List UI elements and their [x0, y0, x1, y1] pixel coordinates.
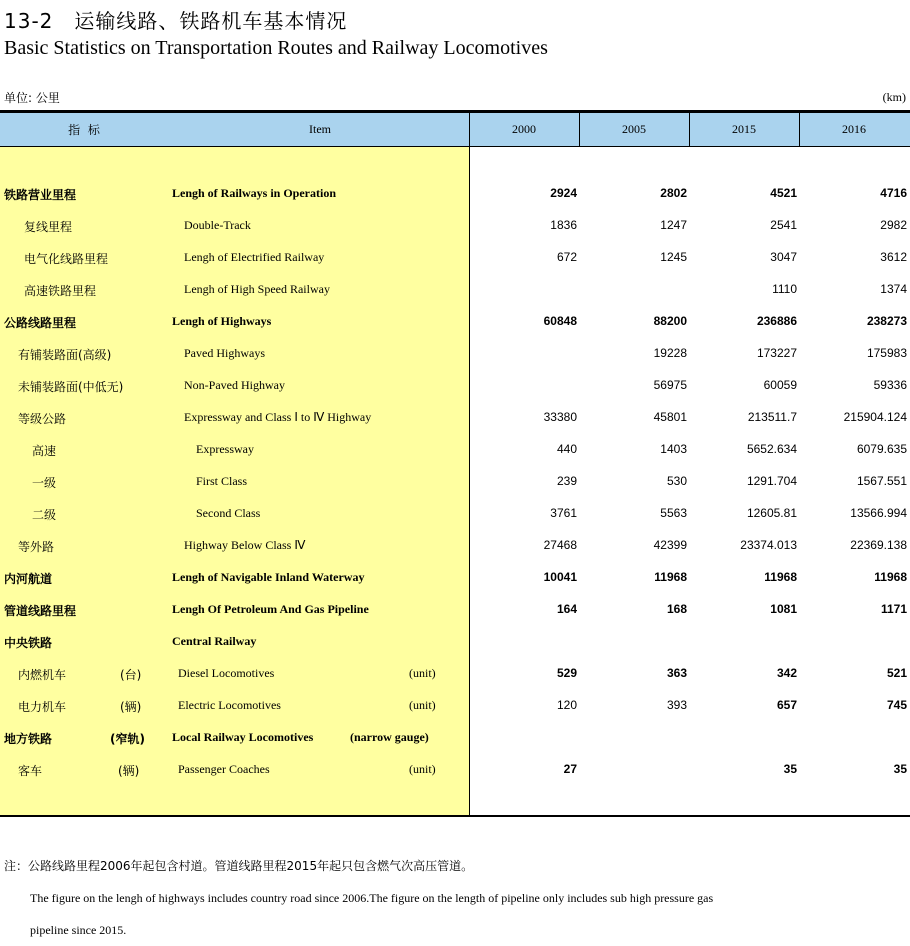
table-title-en: Basic Statistics on Transportation Routes and Railway Locomotives [4, 37, 548, 59]
value-cell-2015: 3047 [770, 250, 797, 264]
value-cell-2000: 440 [556, 442, 577, 456]
value-cell-2000: 33380 [543, 410, 577, 424]
value-cell-2000: 529 [556, 666, 577, 680]
value-cell-2016: 11968 [874, 570, 907, 584]
table-row [0, 730, 910, 762]
value-cell-2015: 213511.7 [747, 410, 797, 424]
value-cell-2005: 363 [666, 666, 687, 680]
row-label-en: Lengh Of Petroleum And Gas Pipeline [172, 602, 369, 616]
value-cell-2000: 672 [556, 250, 577, 264]
value-cell-2015: 35 [783, 762, 797, 776]
table-row [0, 410, 910, 442]
row-label-en: Expressway and Class Ⅰ to Ⅳ Highway [184, 410, 372, 424]
row-label-en: First Class [196, 474, 248, 488]
table-row [0, 762, 910, 794]
table-row [0, 666, 910, 698]
row-label-cn: 等外路 [18, 540, 55, 554]
row-unit-cn: (台) [120, 668, 142, 682]
value-cell-2016: 1171 [880, 602, 907, 616]
header-divider [579, 113, 580, 147]
value-cell-2005: 1245 [660, 250, 687, 264]
value-cell-2015: 657 [776, 698, 797, 712]
value-cell-2005: 1403 [660, 442, 687, 456]
value-cell-2000: 1836 [550, 218, 577, 232]
value-cell-2005: 42399 [653, 538, 687, 552]
unit-label-cn: 单位: 公里 [4, 91, 60, 105]
row-unit-en: (unit) [409, 698, 436, 712]
value-cell-2016: 238273 [866, 314, 907, 328]
row-label-en: Local Railway Locomotives [172, 730, 314, 744]
value-cell-2005: 11968 [654, 570, 687, 584]
row-label-en: Lengh of Highways [172, 314, 272, 328]
header-divider [799, 113, 800, 147]
row-label-cn: 一级 [32, 476, 57, 490]
row-label-en: Diesel Locomotives [178, 666, 275, 680]
header-year-2016: 2016 [842, 122, 866, 136]
value-cell-2016: 175983 [866, 346, 907, 360]
table-row [0, 186, 910, 218]
row-label-en: Paved Highways [184, 346, 265, 360]
footnote-en-line2: pipeline since 2015. [30, 923, 127, 937]
value-cell-2000: 60848 [543, 314, 577, 328]
row-label-en: Second Class [196, 506, 261, 520]
row-label-en: Expressway [196, 442, 254, 456]
header-indicator: 指 标 [68, 123, 102, 137]
value-cell-2015: 236886 [756, 314, 797, 328]
row-label-en: Lengh of High Speed Railway [184, 282, 330, 296]
value-cell-2016: 13566.994 [850, 506, 907, 520]
value-cell-2016: 22369.138 [850, 538, 907, 552]
table-row [0, 282, 910, 314]
value-cell-2016: 2982 [880, 218, 907, 232]
value-cell-2015: 11968 [764, 570, 797, 584]
row-label-cn: 高速 [32, 444, 57, 458]
value-cell-2005: 5563 [660, 506, 687, 520]
table-row [0, 602, 910, 634]
value-cell-2000: 239 [556, 474, 577, 488]
header-year-2005: 2005 [622, 122, 646, 136]
row-label-cn: 未铺装路面(中低无) [18, 380, 124, 394]
row-unit-en: (unit) [409, 666, 436, 680]
footnote-en-line1: The figure on the lengh of highways includes country road since 2006.The figure on the length of pipeline only includes sub high pressure gas [30, 891, 714, 905]
value-cell-2005: 168 [666, 602, 687, 616]
value-cell-2016: 521 [886, 666, 907, 680]
value-cell-2005: 2802 [660, 186, 687, 200]
row-label-cn: 公路线路里程 [4, 316, 77, 330]
value-cell-2005: 530 [666, 474, 687, 488]
row-label-cn: 地方铁路 [4, 732, 53, 746]
value-cell-2000: 164 [556, 602, 577, 616]
value-cell-2016: 215904.124 [843, 410, 907, 424]
row-unit-cn: (辆) [118, 764, 140, 778]
value-cell-2000: 27 [563, 762, 577, 776]
row-unit-en: (narrow gauge) [350, 730, 429, 744]
header-year-2000: 2000 [512, 122, 536, 136]
table-row [0, 506, 910, 538]
table-row [0, 538, 910, 570]
row-label-en: Lengh of Navigable Inland Waterway [172, 570, 365, 584]
row-unit-cn: (窄轨) [110, 732, 145, 746]
value-cell-2016: 1374 [880, 282, 907, 296]
row-label-en: Highway Below Class Ⅳ [184, 538, 306, 552]
value-cell-2000: 120 [556, 698, 577, 712]
table-title-cn: 13-2 运输线路、铁路机车基本情况 [4, 9, 348, 33]
row-label-en: Non-Paved Highway [184, 378, 285, 392]
row-label-en: Lengh of Electrified Railway [184, 250, 325, 264]
table-row [0, 474, 910, 506]
row-label-cn: 铁路营业里程 [4, 188, 77, 202]
table-row [0, 250, 910, 282]
value-cell-2016: 59336 [873, 378, 907, 392]
value-cell-2015: 5652.634 [746, 442, 797, 456]
table-row [0, 314, 910, 346]
row-label-cn: 有铺装路面(高级) [18, 348, 112, 362]
row-label-cn: 二级 [32, 508, 57, 522]
value-cell-2016: 4716 [880, 186, 907, 200]
table-row [0, 570, 910, 602]
unit-label-en: (km) [882, 90, 906, 104]
value-cell-2005: 393 [666, 698, 687, 712]
value-cell-2015: 1110 [772, 282, 797, 296]
header-divider [469, 113, 470, 147]
row-label-cn: 复线里程 [24, 220, 73, 234]
header-year-2015: 2015 [732, 122, 756, 136]
row-label-cn: 等级公路 [18, 412, 67, 426]
row-label-cn: 电气化线路里程 [24, 252, 109, 266]
row-label-cn: 内河航道 [4, 572, 53, 586]
table-row [0, 346, 910, 378]
value-cell-2015: 4521 [770, 186, 797, 200]
value-cell-2005: 88200 [653, 314, 687, 328]
row-label-cn: 高速铁路里程 [24, 284, 97, 298]
value-cell-2016: 6079.635 [856, 442, 907, 456]
value-cell-2015: 23374.013 [740, 538, 797, 552]
value-cell-2015: 173227 [756, 346, 797, 360]
value-cell-2000: 27468 [543, 538, 577, 552]
value-cell-2015: 1081 [770, 602, 797, 616]
table-row [0, 378, 910, 410]
value-cell-2016: 35 [893, 762, 907, 776]
value-cell-2000: 2924 [550, 186, 577, 200]
value-cell-2000: 3761 [550, 506, 577, 520]
value-cell-2016: 1567.551 [856, 474, 907, 488]
table-row [0, 634, 910, 666]
row-unit-en: (unit) [409, 762, 436, 776]
table-row [0, 218, 910, 250]
table-header [0, 113, 910, 147]
value-cell-2016: 745 [886, 698, 907, 712]
row-unit-cn: (辆) [120, 700, 142, 714]
value-cell-2000: 10041 [543, 570, 577, 584]
value-cell-2015: 2541 [770, 218, 797, 232]
value-cell-2005: 56975 [653, 378, 687, 392]
value-cell-2015: 12605.81 [746, 506, 797, 520]
row-label-cn: 电力机车 [18, 700, 67, 714]
value-cell-2016: 3612 [880, 250, 907, 264]
row-label-cn: 中央铁路 [4, 636, 53, 650]
value-cell-2015: 1291.704 [746, 474, 797, 488]
bottom-rule [0, 815, 910, 817]
row-label-en: Central Railway [172, 634, 257, 648]
row-label-cn: 管道线路里程 [4, 604, 77, 618]
row-label-en: Double-Track [184, 218, 251, 232]
value-cell-2005: 1247 [660, 218, 687, 232]
row-label-en: Electric Locomotives [178, 698, 281, 712]
table-row [0, 442, 910, 474]
value-cell-2005: 45801 [653, 410, 687, 424]
row-label-cn: 内燃机车 [18, 668, 67, 682]
row-label-en: Lengh of Railways in Operation [172, 186, 337, 200]
value-cell-2015: 60059 [763, 378, 797, 392]
footnote-cn: 注：公路线路里程2006年起包含村道。管道线路里程2015年起只包含燃气次高压管道。 [4, 859, 474, 873]
row-label-en: Passenger Coaches [178, 762, 270, 776]
value-cell-2005: 19228 [653, 346, 687, 360]
row-label-cn: 客车 [18, 764, 43, 778]
table-row [0, 698, 910, 730]
value-cell-2015: 342 [776, 666, 797, 680]
header-item: Item [309, 122, 331, 136]
header-divider [689, 113, 690, 147]
